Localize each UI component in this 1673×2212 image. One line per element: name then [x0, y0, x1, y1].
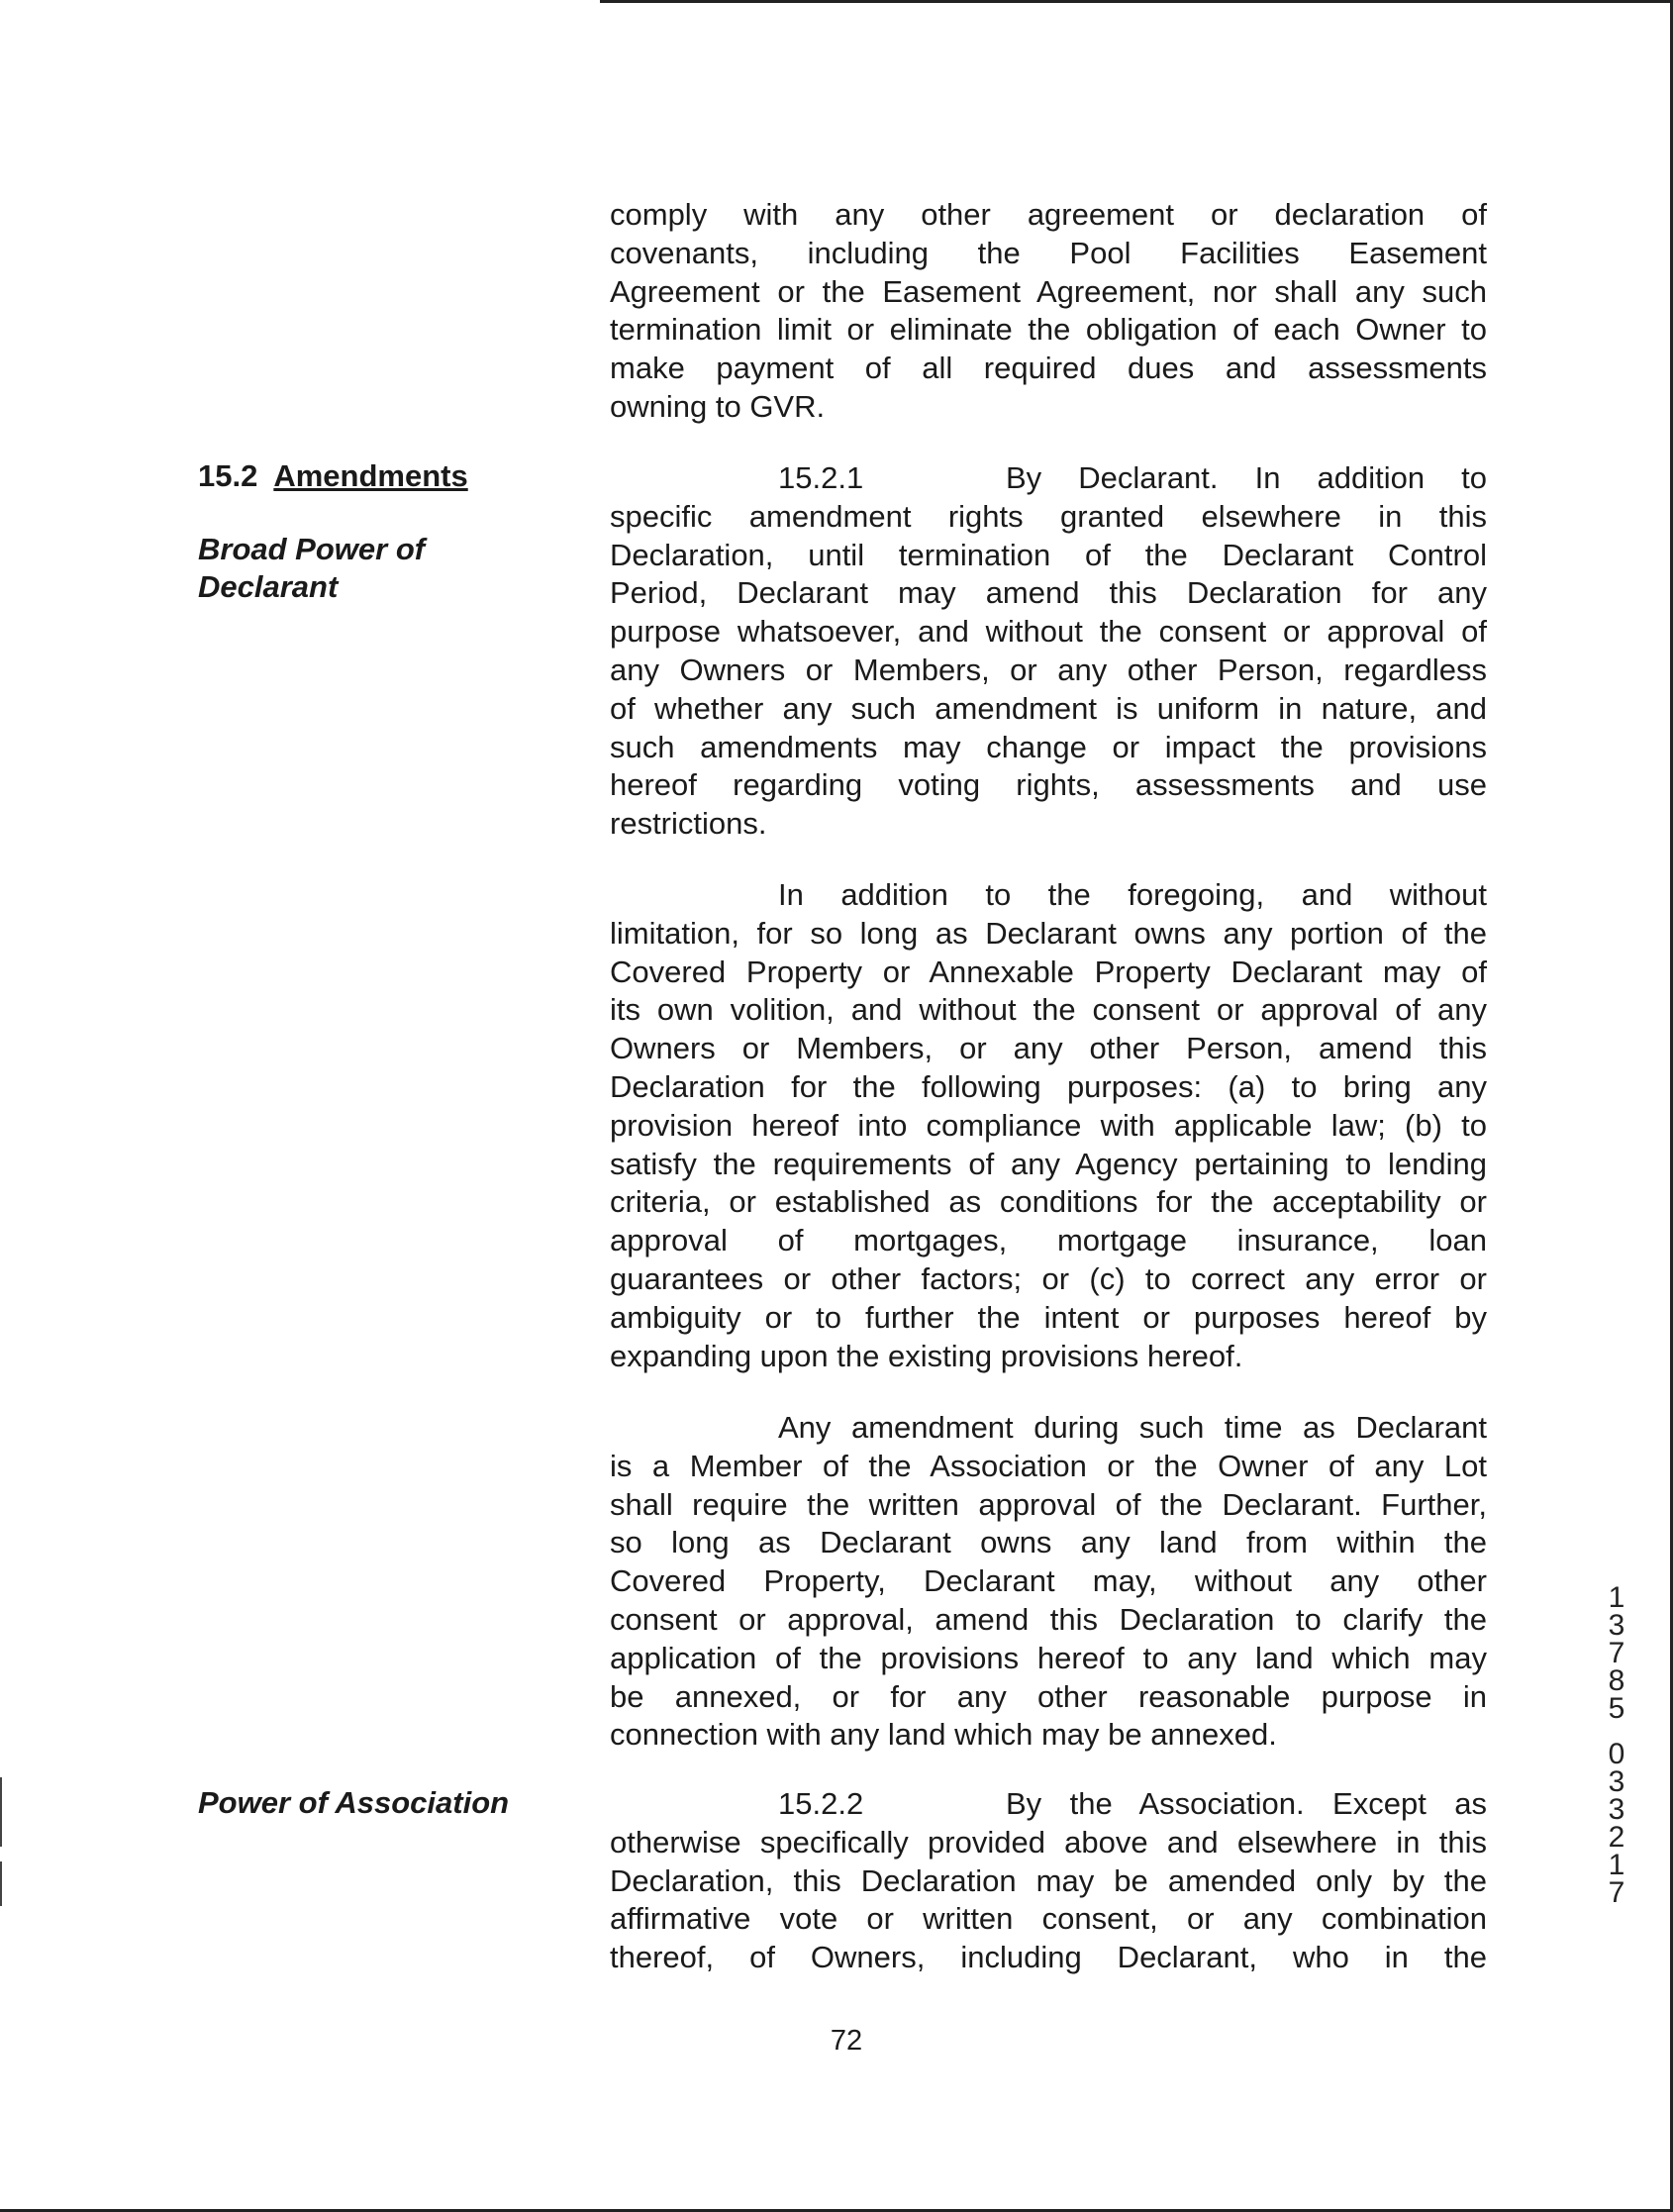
page-top-border: [600, 0, 1673, 3]
text-line: owning to GVR.: [610, 388, 826, 424]
text-line: provision hereof into compliance with applicable law; (b) to: [610, 1107, 1487, 1143]
text-line: Period, Declarant may amend this Declaration for any: [610, 575, 1487, 611]
text-line-first: [610, 876, 1487, 915]
text-line: any Owners or Members, or any other Person, regardless: [610, 652, 1487, 687]
text-line: Any amendment during such time as Declarant: [778, 1410, 1487, 1445]
text-line: criteria, or established as conditions for the acceptability or: [610, 1184, 1487, 1220]
recording-stamp: [1604, 1581, 1629, 1909]
text-line: application of the provisions hereof to any land which may: [610, 1640, 1487, 1675]
paragraph-additional-purposes: [610, 876, 1487, 1375]
text-line: thereof, of Owners, including Declarant, who in the: [610, 1940, 1487, 1975]
paragraph-declarant-approval: [610, 1409, 1487, 1755]
subsection-number: 15.2.2: [778, 1786, 864, 1821]
stamp-digit: 5: [1608, 1692, 1625, 1725]
text-line: Declaration, this Declaration may be amended only by the: [610, 1862, 1487, 1898]
text-line: restrictions.: [610, 806, 767, 842]
subsection-number: 15.2.1: [778, 460, 864, 495]
text-line: termination limit or eliminate the obligation of each Owner to: [610, 312, 1487, 348]
text-line: such amendments may change or impact the provisions: [610, 729, 1487, 764]
power-of-association-heading: Power of Association: [198, 1785, 510, 1820]
text-line: Covered Property, Declarant may, without any other: [610, 1563, 1487, 1599]
stamp-digit: 2: [1608, 1821, 1625, 1854]
text-line: so long as Declarant owns any land from within the: [610, 1525, 1487, 1560]
text-line: limitation, for so long as Declarant owns any portion of the: [610, 915, 1487, 951]
text-line: make payment of all required dues and assessments: [610, 351, 1487, 386]
broad-power-heading-line1: Broad Power of: [198, 532, 426, 566]
stamp-digit: 1: [1608, 1581, 1625, 1614]
page-number: 72: [830, 2025, 863, 2057]
stamp-digit: 7: [1608, 1876, 1625, 1909]
text-line: shall require the written approval of the Declarant. Further,: [610, 1486, 1487, 1522]
text-line: of whether any such amendment is uniform in nature, and: [610, 690, 1487, 726]
text-line-first: [610, 459, 1487, 498]
text-line: affirmative vote or written consent, or any combination: [610, 1901, 1487, 1937]
text-line: approval of mortgages, mortgage insurance, loan: [610, 1223, 1487, 1258]
text-line: expanding upon the existing provisions hereof.: [610, 1338, 1243, 1373]
stamp-digit: 3: [1608, 1609, 1625, 1642]
text-line-first: [610, 1785, 1487, 1824]
text-line: be annexed, or for any other reasonable purpose in: [610, 1678, 1487, 1714]
text-line: covenants, including the Pool Facilities Easement: [610, 235, 1487, 270]
text-line: otherwise specifically provided above and elsewhere in this: [610, 1824, 1487, 1860]
text-line: comply with any other agreement or declaration of: [610, 197, 1487, 232]
scan-mark: [0, 1861, 2, 1906]
text-line: hereof regarding voting rights, assessments and use: [610, 767, 1487, 803]
section-number: 15.2: [198, 458, 258, 493]
text-line: Declaration for the following purposes: (a) to bring any: [610, 1068, 1487, 1104]
text-line: Covered Property or Annexable Property Declarant may of: [610, 954, 1487, 989]
text-line: is a Member of the Association or the Owner of any Lot: [610, 1448, 1487, 1483]
text-line: By Declarant. In addition to: [1006, 460, 1487, 495]
paragraph-15-2-2: [610, 1785, 1487, 1977]
text-line: its own volition, and without the consent or approval of any: [610, 992, 1487, 1028]
text-line: specific amendment rights granted elsewhere in this: [610, 498, 1487, 534]
text-line: consent or approval, amend this Declaration to clarify the: [610, 1601, 1487, 1637]
stamp-digit: 8: [1608, 1664, 1625, 1697]
text-line: In addition to the foregoing, and without: [778, 877, 1487, 912]
text-line-first: [610, 1409, 1487, 1448]
paragraph-15-2-1: [610, 459, 1487, 844]
broad-power-heading-line2: Declarant: [198, 569, 339, 604]
section-heading: [198, 457, 468, 495]
paragraph-continuation: [610, 196, 1487, 427]
broad-power-heading: [198, 531, 425, 606]
text-line: connection with any land which may be annexed.: [610, 1717, 1277, 1753]
text-line: Owners or Members, or any other Person, amend this: [610, 1031, 1487, 1066]
text-line: By the Association. Except as: [1006, 1786, 1487, 1821]
text-line: ambiguity or to further the intent or purposes hereof by: [610, 1299, 1487, 1335]
text-line: Declaration, until termination of the Declarant Control: [610, 537, 1487, 572]
stamp-digit: 3: [1608, 1793, 1625, 1826]
text-line: satisfy the requirements of any Agency pertaining to lending: [610, 1146, 1487, 1181]
stamp-digit: 0: [1608, 1738, 1625, 1770]
scan-mark: [0, 1777, 2, 1847]
stamp-digit: 7: [1608, 1637, 1625, 1669]
text-line: Agreement or the Easement Agreement, nor shall any such: [610, 273, 1487, 309]
section-title: Amendments: [273, 458, 468, 493]
text-line: purpose whatsoever, and without the consent or approval of: [610, 614, 1487, 650]
stamp-digit: 3: [1608, 1765, 1625, 1798]
text-line: guarantees or other factors; or (c) to correct any error or: [610, 1260, 1487, 1296]
stamp-digit: 1: [1608, 1849, 1625, 1881]
